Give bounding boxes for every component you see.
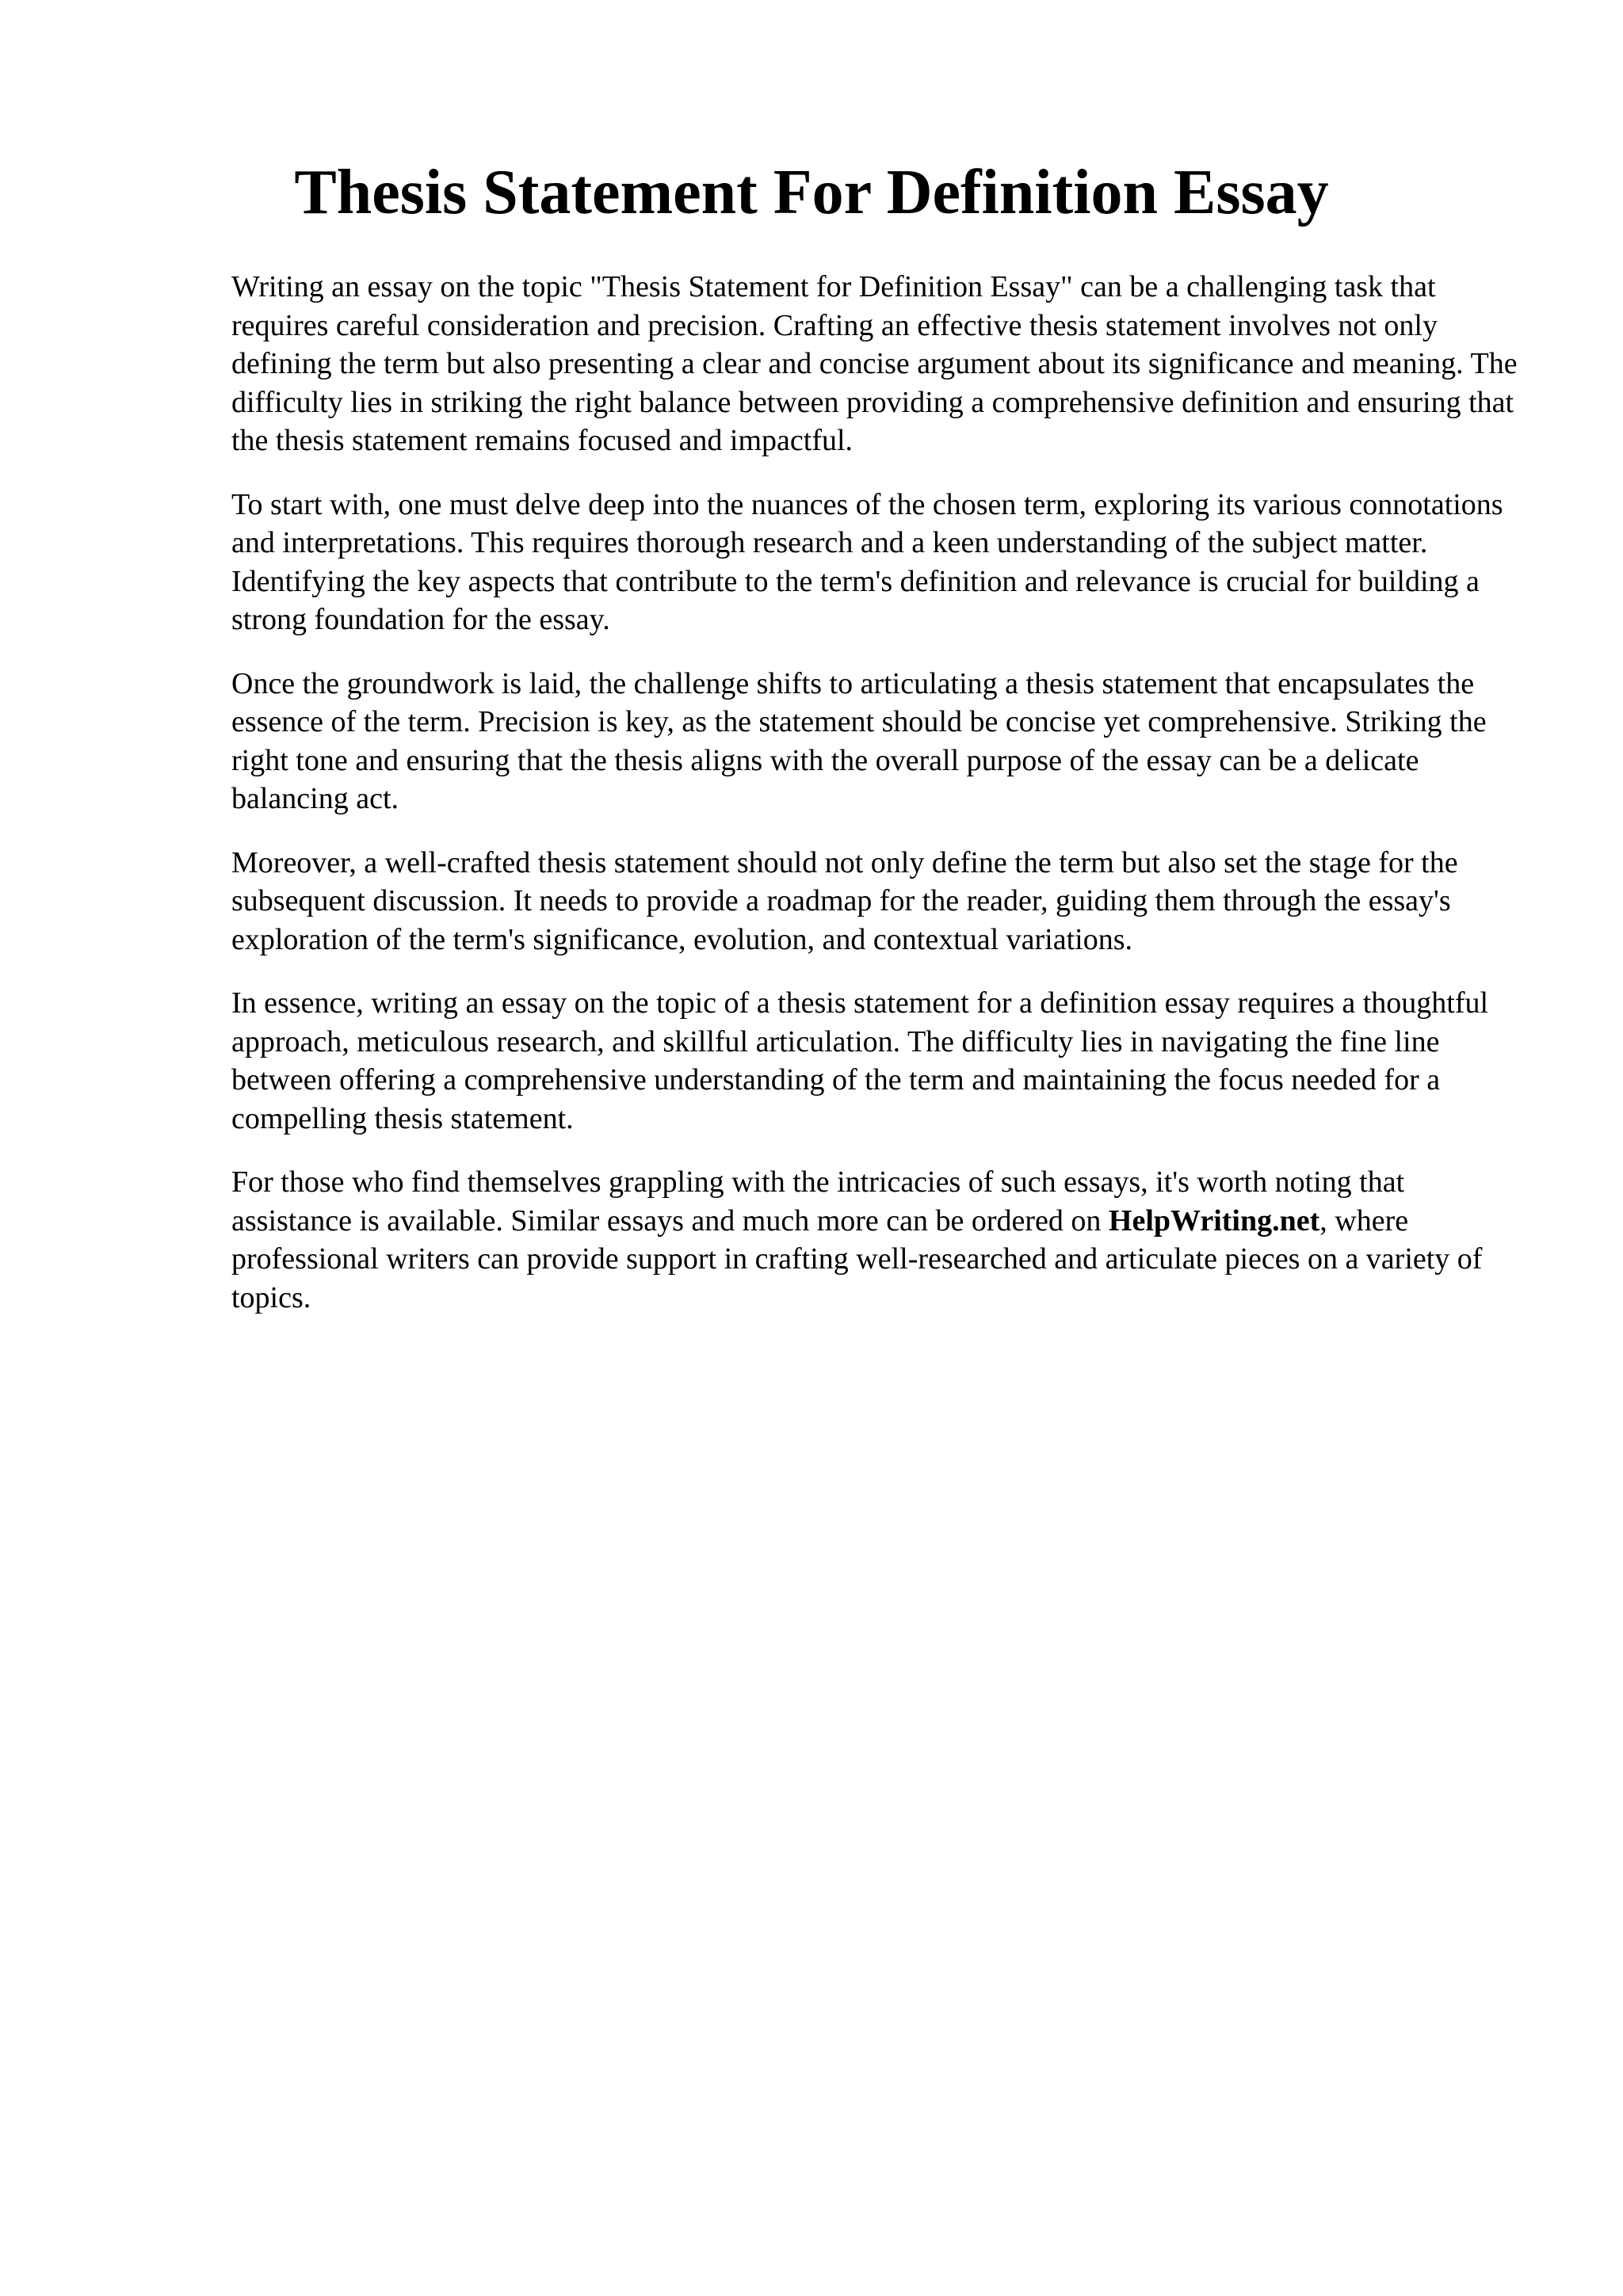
page-title: Thesis Statement For Definition Essay <box>294 158 1329 227</box>
paragraph-roadmap: Moreover, a well-crafted thesis statement should not only define the term but also set the stage for the subsequent discussion. It needs to provide a roadmap for the reader, guiding them through the essay's exploration of the term's significance, evolution, and contextual variations. <box>231 845 1458 956</box>
assistance-text-before: For those who find themselves grappling with the intricacies of such essays, it's worth noting that assistance is available. Similar essays and much more can be ordered on <box>231 1165 1405 1238</box>
paragraph-articulation: Once the groundwork is laid, the challenge shifts to articulating a thesis statement that encapsulates the essence of the term. Precision is key, as the statement should be concise yet comprehensive. Striking the right tone and ensuring that the thesis aligns with the overall purpose of the essay can be a delicate balancing act. <box>231 666 1487 815</box>
paragraph-research: To start with, one must delve deep into the nuances of the chosen term, exploring its various connotations and interpretations. This requires thorough research and a keen understanding of the subject matter. Identifying the key aspects that contribute to the term's definition and relevance is crucial for building a strong foundation for the essay. <box>231 487 1503 636</box>
paragraph-essence: In essence, writing an essay on the topic of a thesis statement for a definition essay requires a thoughtful approach, meticulous research, and skillful articulation. The difficulty lies in navigating the fine line between offering a comprehensive understanding of the term and maintaining the focus needed for a compelling thesis statement. <box>231 986 1489 1135</box>
brand-name: HelpWriting.net <box>1108 1203 1320 1238</box>
assistance-text-after: , where professional writers can provide support in crafting well-researched and articulate pieces on a variety of topics. <box>231 1203 1483 1314</box>
document-body <box>231 268 1531 1342</box>
paragraph-assistance <box>231 1163 1531 1317</box>
paragraph-intro: Writing an essay on the topic "Thesis Statement for Definition Essay" can be a challenging task that requires careful consideration and precision. Crafting an effective thesis statement involves not only defining the term but also presenting a clear and concise argument about its significance and meaning. The difficulty lies in striking the right balance between providing a comprehensive definition and ensuring that the thesis statement remains focused and impactful. <box>231 270 1518 457</box>
